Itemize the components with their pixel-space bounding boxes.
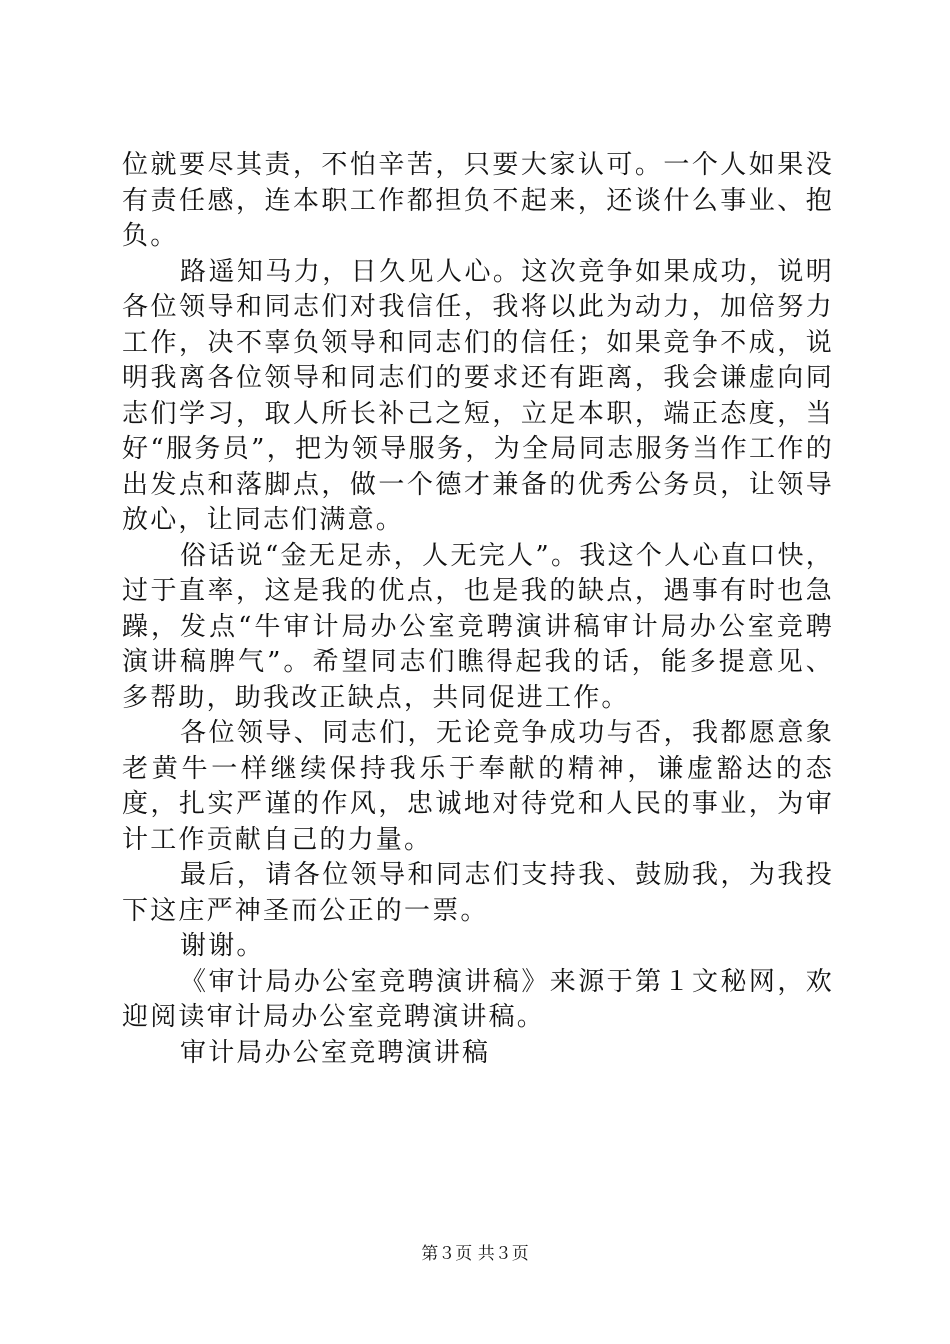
- paragraph-self-assessment: 俗话说“金无足赤，人无完人”。我这个人心直口快，过于直率，这是我的优点，也是我的缺点，遇事有时也急躁，发点“牛审计局办公室竞聘演讲稿审计局办公室竞聘演讲稿脾气”。希望同志们瞧得起我的话，能多提意见、多帮助，助我改正缺点，共同促进工作。: [122, 540, 834, 713]
- paragraph-competition-outcome: 路遥知马力，日久见人心。这次竞争如果成功，说明各位领导和同志们对我信任，我将以此为动力，加倍努力工作，决不辜负领导和同志们的信任；如果竞争不成，说明我离各位领导和同志们的要求还有距离，我会谦虚向同志们学习，取人所长补己之短，立足本职，端正态度，当好“服务员”，把为领导服务，为全局同志服务当作工作的出发点和落脚点，做一个德才兼备的优秀公务员，让领导放心，让同志们满意。: [122, 256, 834, 535]
- paragraph-vote-request: 最后，请各位领导和同志们支持我、鼓励我，为我投下这庄严神圣而公正的一票。: [122, 860, 834, 926]
- paragraph-title-repeat: 审计局办公室竞聘演讲稿: [180, 1037, 491, 1068]
- page-number-footer: 第３页 共３页: [421, 1244, 529, 1264]
- paragraph-source-note: 《审计局办公室竞聘演讲稿》来源于第１文秘网，欢迎阅读审计局办公室竞聘演讲稿。: [122, 966, 834, 1032]
- paragraph-thanks: 谢谢。: [180, 931, 265, 961]
- document-body: [122, 148, 834, 1071]
- paragraph-commitment: 各位领导、同志们，无论竞争成功与否，我都愿意象老黄牛一样继续保持我乐于奉献的精神，谦虚豁达的态度，扎实严谨的作风，忠诚地对待党和人民的事业，为审计工作贡献自己的力量。: [122, 718, 834, 855]
- paragraph-continuation: 位就要尽其责，不怕辛苦，只要大家认可。一个人如果没有责任感，连本职工作都担负不起来，还谈什么事业、抱负。: [122, 150, 834, 251]
